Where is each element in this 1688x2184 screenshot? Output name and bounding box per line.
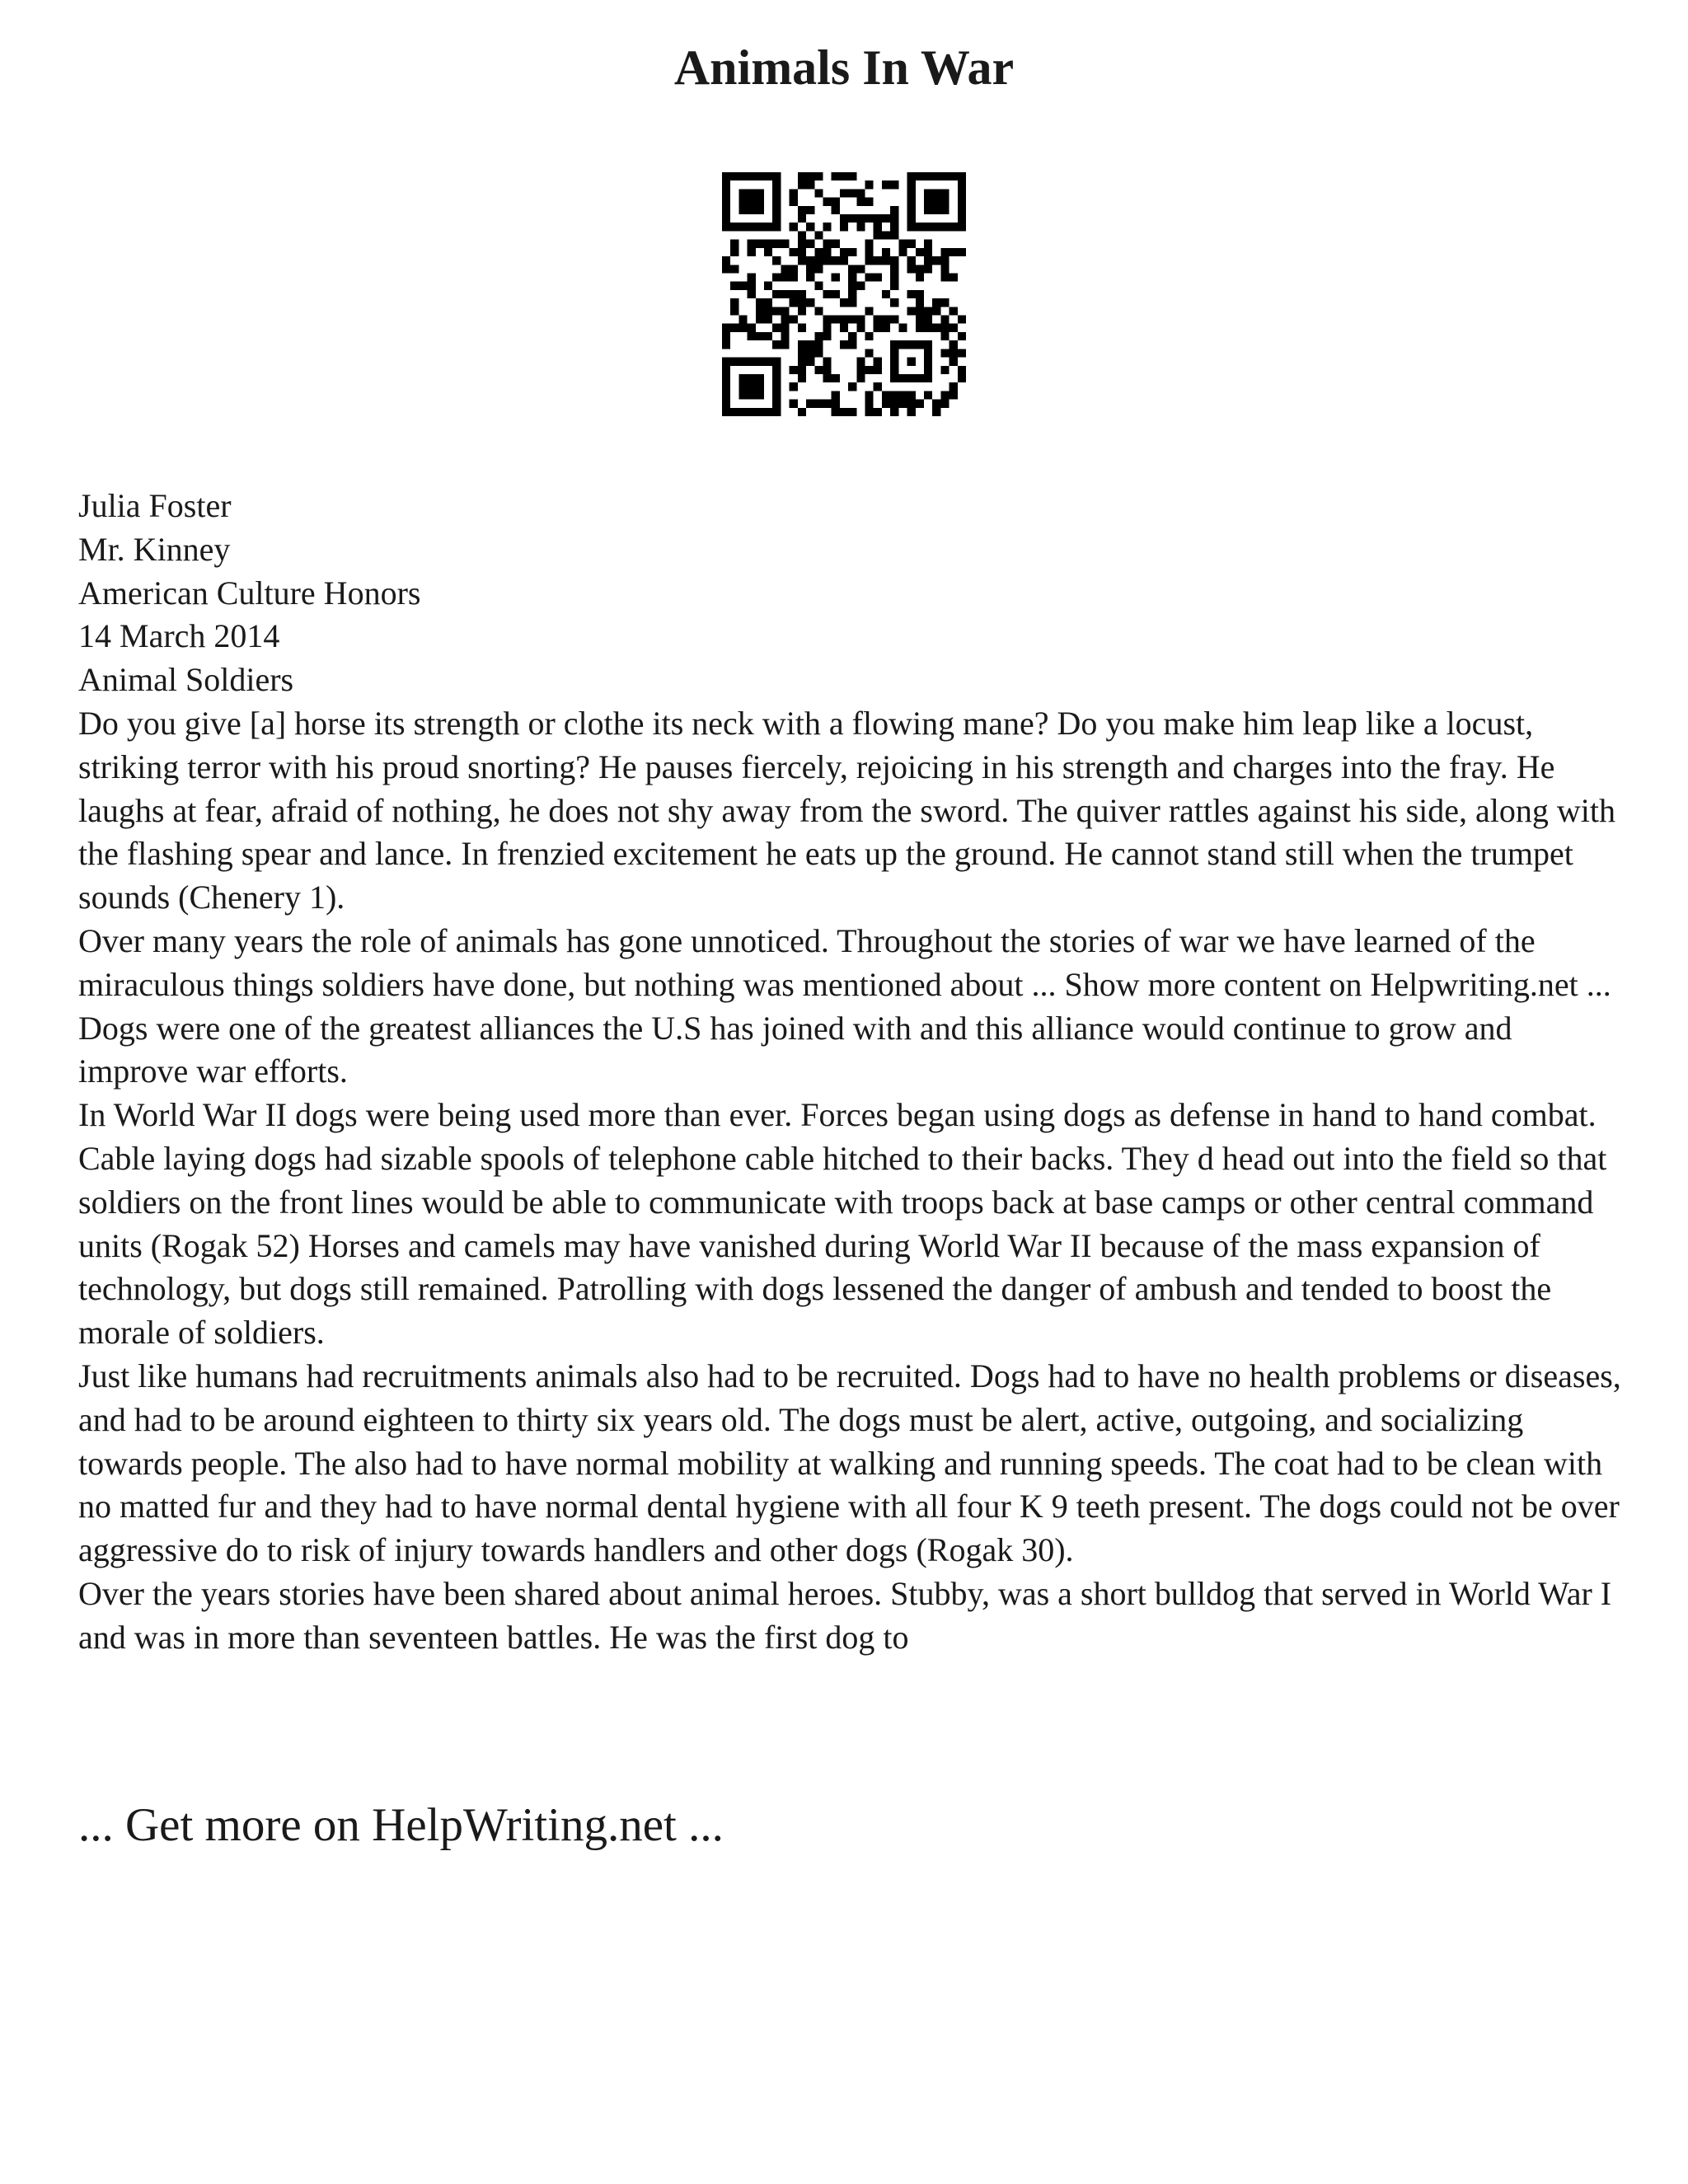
- essay-date: 14 March 2014: [78, 617, 280, 655]
- essay-subtitle: Animal Soldiers: [78, 661, 294, 699]
- paragraph-5: Just like humans had recruitments animals also had to be recruited. Dogs had to have no health problems or diseases, and had to be around eighteen to thirty six years old. The dogs must be alert, active, outgoing, and socializing towards people. The also had to have normal mobility at walking and running speeds. The coat had to be clean with no matted fur and they had to have normal dental hygiene with all four K 9 teeth present. The dogs could not be over aggressive do to risk of injury towards handlers and other dogs (Rogak 30).: [78, 1357, 1621, 1569]
- paragraph-4: In World War II dogs were being used more than ever. Forces began using dogs as defense in hand to hand combat. Cable laying dogs had sizable spools of telephone cable hitched to their backs. They d head out into the field so that soldiers on the front lines would be able to communicate with troops back at base camps or other central command units (Rogak 52) Horses and camels may have vanished during World War II because of the mass expansion of technology, but dogs still remained. Patrolling with dogs lessened the danger of ambush and tended to boost the morale of soldiers.: [78, 1096, 1607, 1352]
- course-name: American Culture Honors: [78, 574, 421, 612]
- document-title: Animals In War: [673, 40, 1015, 95]
- paragraph-6: Over the years stories have been shared about animal heroes. Stubby, was a short bulldog that served in World War I and was in more than seventeen battles. He was the first dog to: [78, 1574, 1612, 1656]
- paragraph-1: Do you give [a] horse its strength or clothe its neck with a flowing mane? Do you make him leap like a locust, striking terror with his proud snorting? He pauses fiercely, rejoicing in his strength and charges into the fray. He laughs at fear, afraid of nothing, he does not shy away from the sword. The quiver rattles against his side, along with the flashing spear and lance. In frenzied excitement he eats up the ground. He cannot stand still when the trumpet sounds (Chenery 1).: [78, 704, 1615, 916]
- teacher-name: Mr. Kinney: [78, 530, 231, 568]
- essay-body: [78, 485, 1628, 1660]
- author-name: Julia Foster: [78, 487, 232, 524]
- paragraph-2: Over many years the role of animals has gone unnoticed. Throughout the stories of war we have learned of the miraculous things soldiers have done, but nothing was mentioned about ... Show more content on Helpwriting.net ...: [78, 921, 1611, 1003]
- get-more-link[interactable]: ... Get more on HelpWriting.net ...: [78, 1799, 724, 1851]
- qr-code-icon: [722, 172, 966, 416]
- paragraph-3: Dogs were one of the greatest alliances the U.S has joined with and this alliance would continue to grow and improve war efforts.: [78, 1009, 1512, 1090]
